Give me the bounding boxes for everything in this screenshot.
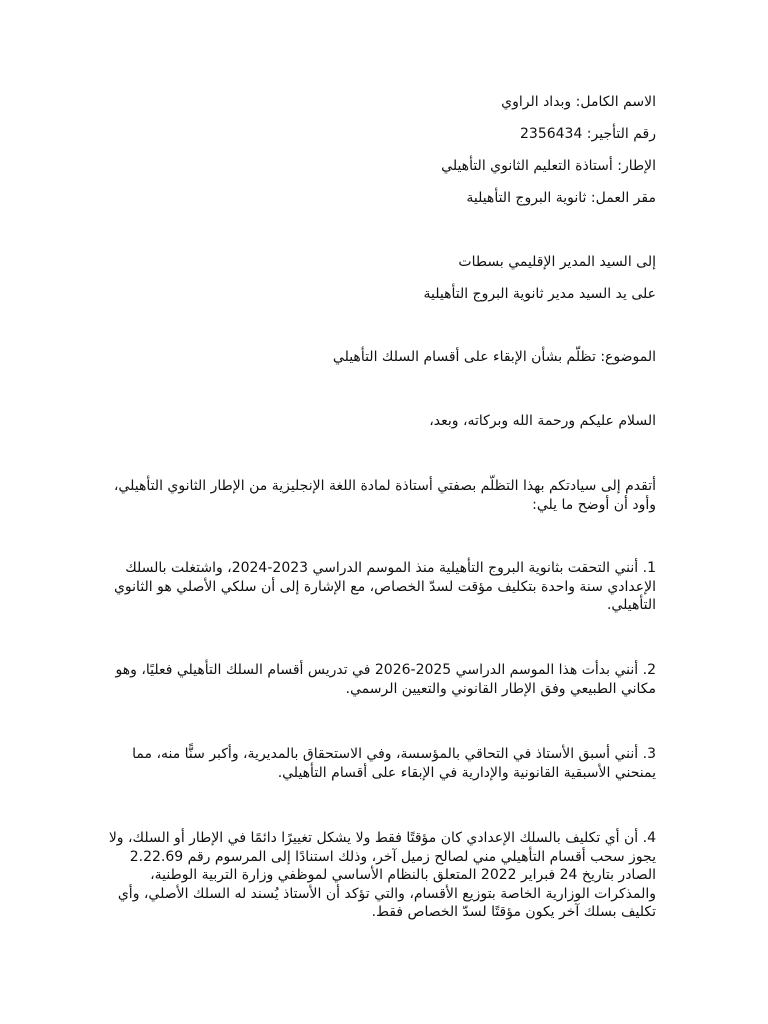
point-line: والمذكرات الوزارية الخاصة بتوزيع الأقسام، والتي تؤكد أن الأستاذ يُسند له السلك الأصلي، وأي (117, 885, 656, 902)
position: الإطار: أستاذة التعليم الثانوي التأهيلي (441, 158, 656, 174)
workplace: مقر العمل: ثانوية البروج التأهيلية (466, 190, 656, 206)
point-1 (111, 559, 656, 615)
point-line: تكليف بسلك آخر يكون مؤقتًا لسدّ الخصاص فقط. (371, 904, 656, 920)
point-2 (111, 661, 656, 698)
intro-paragraph (111, 477, 656, 514)
point-line: 2. أنني بدأت هذا الموسم الدراسي 2025-2026 في تدريس أقسام السلك التأهيلي فعليًا، وهو (115, 662, 656, 678)
point-line: 1. أنني التحقت بثانوية البروج التأهيلية منذ الموسم الدراسي 2023-2024، واشتغلت بالسلك (125, 560, 656, 576)
id-number: رقم التأجير: 2356434 (520, 126, 656, 142)
recipient-to: إلى السيد المدير الإقليمي بسطات (458, 254, 656, 270)
full-name: الاسم الكامل: وبداد الراوي (501, 94, 656, 110)
greeting: السلام عليكم ورحمة الله وبركاته، وبعد، (429, 413, 656, 429)
recipient-via: على يد السيد مدير ثانوية البروج التأهيلية (423, 286, 656, 302)
point-line: مكاني الطبيعي وفق الإطار القانوني والتعيين الرسمي. (345, 680, 656, 697)
point-line: الصادر بتاريخ 24 فبراير 2022 المتعلق بالنظام الأساسي لموظفي وزارة التربية الوطنية، (150, 867, 656, 883)
point-line: يجوز سحب أقسام التأهيلي مني لصالح زميل آخر، وذلك استنادًا إلى المرسوم رقم 2.22.69 (129, 848, 656, 865)
point-3 (111, 745, 656, 782)
point-line: 3. أنني أسبق الأستاذ في التحاقي بالمؤسسة، وفي الاستحقاق بالمديرية، وأكبر سنًّا منه، مما (132, 746, 656, 762)
point-line: يمنحني الأسبقية القانونية والإدارية في الإبقاء على أقسام التأهيلي. (277, 764, 656, 781)
point-4 (108, 829, 656, 922)
point-line: 4. أن أي تكليف بالسلك الإعدادي كان مؤقتًا فقط ولا يشكل تغييرًا دائمًا في الإطار أو السلك، ولا (108, 830, 656, 846)
intro-line: أتقدم إلى سيادتكم بهذا التظلّم بصفتي أستاذة لمادة اللغة الإنجليزية من الإطار الثانوي التأهيلي، (113, 478, 656, 494)
intro-line: وأود أن أوضح ما يلي: (532, 496, 656, 513)
point-line: الإعدادي سنة واحدة بتكليف مؤقت لسدّ الخصاص، مع الإشارة إلى أن سلكي الأصلي هو الثانوي (113, 578, 656, 595)
point-line: التأهيلي. (606, 597, 656, 613)
subject: الموضوع: تظلّم بشأن الإبقاء على أقسام السلك التأهيلي (332, 349, 656, 365)
